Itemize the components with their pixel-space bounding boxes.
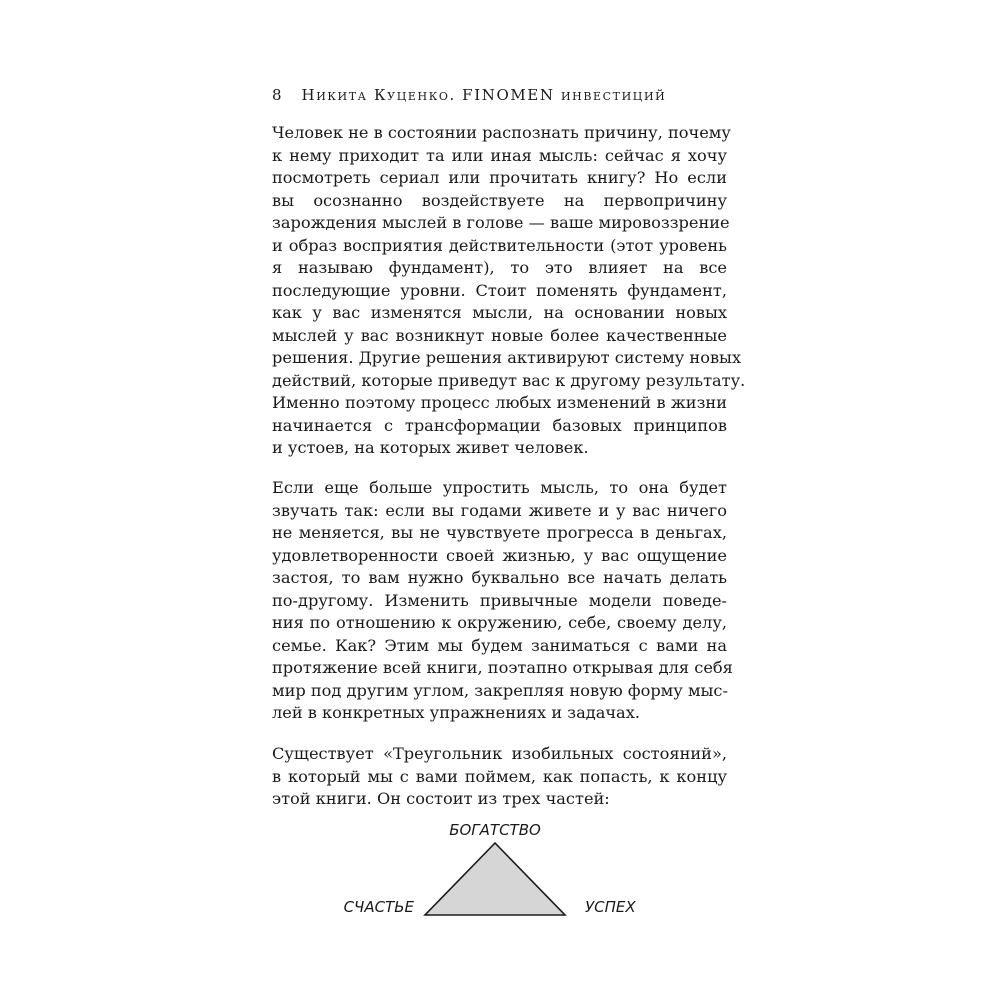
text-line: посмотреть сериал или прочитать книгу? Но если <box>272 168 727 187</box>
paragraph-3 <box>272 743 727 811</box>
diagram-label-right: УСПЕХ <box>585 898 636 916</box>
text-line: Существует «Треугольник изобильных состояний», <box>272 744 727 763</box>
text-line: я называю фундамент), то это влияет на все <box>272 258 727 277</box>
text-line: решения. Другие решения активируют систему новых <box>272 348 742 367</box>
text-line: как у вас изменятся мысли, на основании новых <box>272 303 727 322</box>
text-line: и устоев, на которых живет человек. <box>272 438 589 457</box>
paragraph-1 <box>272 122 746 460</box>
text-line: протяжение всей книги, поэтапно открывая для себя <box>272 658 733 677</box>
diagram-label-top: БОГАТСТВО <box>449 821 541 839</box>
text-line: мыслей у вас возникнут новые более качественные <box>272 325 727 345</box>
text-line: начинается с трансформации базовых принципов <box>272 415 727 435</box>
text-line: последующие уровни. Стоит поменять фундамент, <box>272 280 727 300</box>
text-line: семье. Как? Этим мы будем заниматься с вами на <box>272 635 727 655</box>
text-line: по-другому. Изменить привычные модели поведе- <box>272 590 727 610</box>
text-line: и образ восприятия действительности (этот уровень <box>272 235 727 255</box>
text-line: звучать так: если вы годами живете и у вас ничего <box>272 500 727 520</box>
paragraph-2 <box>272 477 733 725</box>
text-line: застоя, то вам нужно буквально все начать делать <box>272 568 727 587</box>
text-line: мир под другим углом, закрепляя новую форму мыс- <box>272 680 728 700</box>
text-line: зарождения мыслей в голове — ваше мировоззрение <box>272 213 730 232</box>
text-line: Человек не в состоянии распознать причину, почему <box>272 123 731 142</box>
text-line: не меняется, вы не чувствуете прогресса в деньгах, <box>272 523 727 542</box>
text-line: этой книги. Он состоит из трех частей: <box>272 789 610 808</box>
triangle-shape <box>425 843 565 915</box>
text-line: Именно поэтому процесс любых изменений в жизни <box>272 393 727 412</box>
text-line: действий, которые приведут вас к другому результату. <box>272 370 746 390</box>
abundance-triangle-diagram <box>330 815 670 925</box>
text-line: лей в конкретных упражнениях и задачах. <box>272 703 640 722</box>
text-line: Если еще больше упростить мысль, то она будет <box>272 478 727 497</box>
diagram-label-left: СЧАСТЬЕ <box>343 898 414 916</box>
text-line: удовлетворенности своей жизнью, у вас ощущение <box>272 545 727 565</box>
text-line: вы осознанно воздействуете на первопричину <box>272 190 727 210</box>
running-title: Никита Куценко. FINOMEN инвестиций <box>301 86 667 104</box>
text-line: ния по отношению к окружению, себе, своему делу, <box>272 613 727 632</box>
text-line: к нему приходит та или иная мысль: сейчас я хочу <box>272 145 727 165</box>
page-number: 8 <box>272 86 284 104</box>
text-line: в который мы с вами поймем, как попасть, к концу <box>272 766 727 786</box>
running-head <box>272 86 732 104</box>
